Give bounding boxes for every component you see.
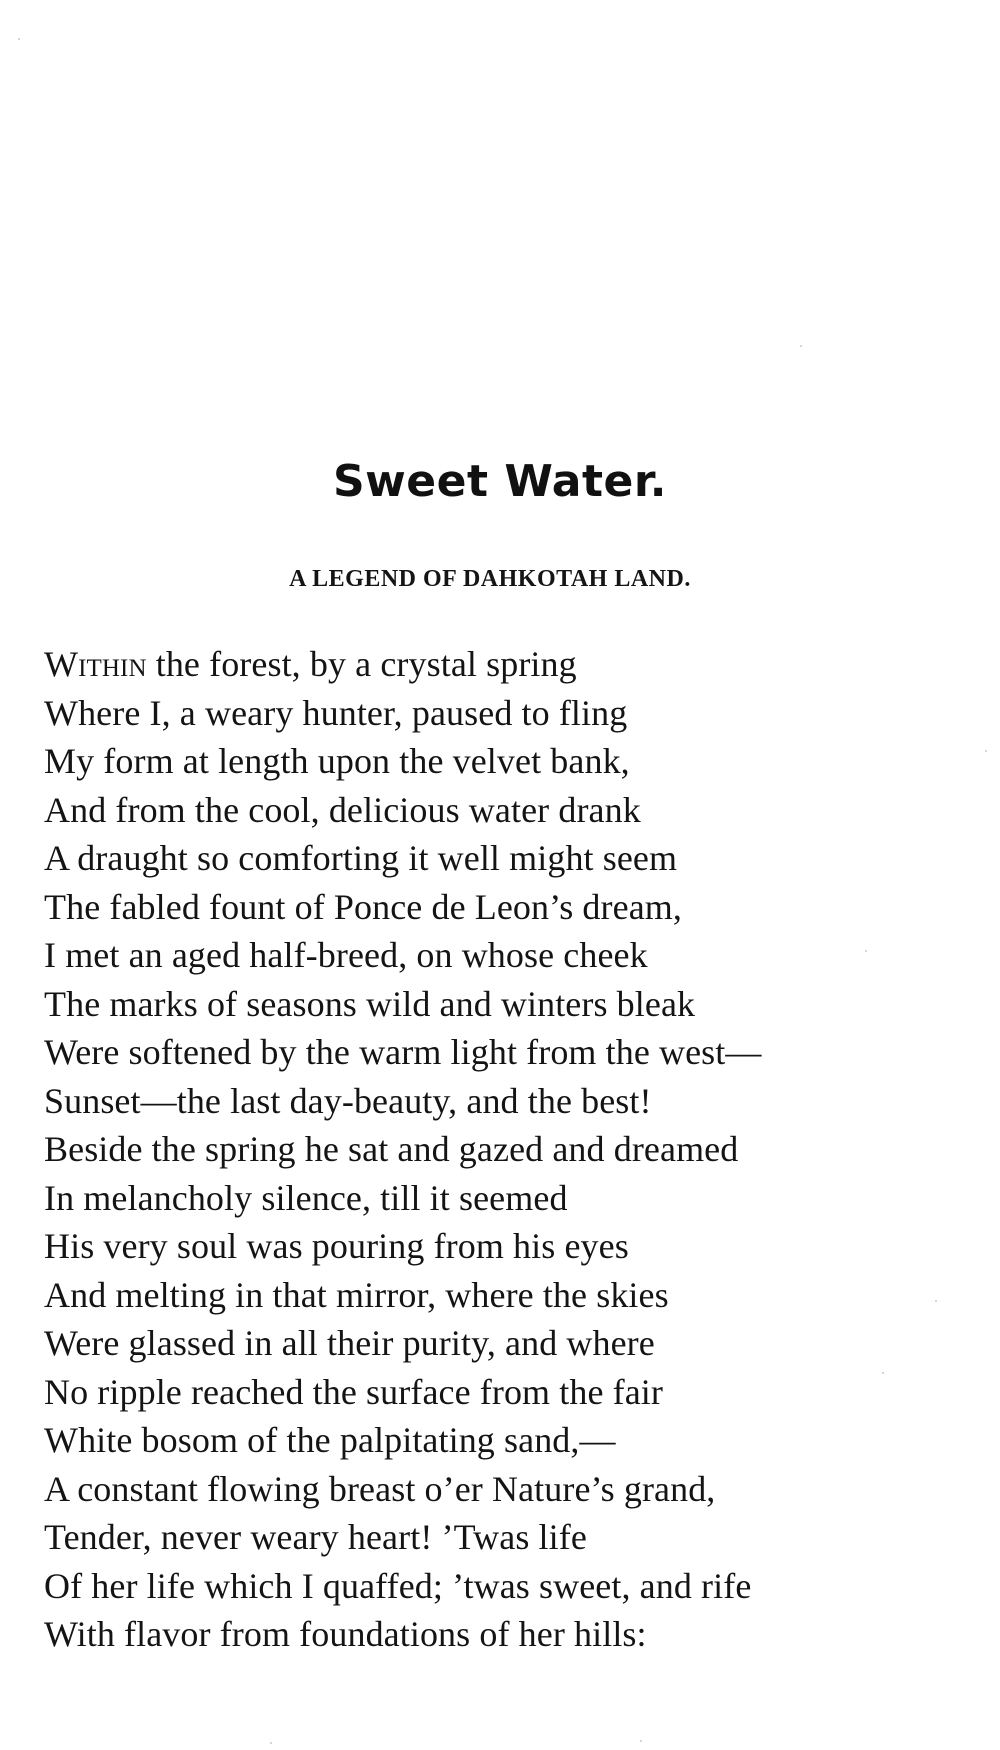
- poem-line: With flavor from foundations of her hills:: [44, 1614, 647, 1654]
- poem-line: My form at length upon the velvet bank,: [44, 741, 630, 781]
- poem-line: The marks of seasons wild and winters bleak: [44, 983, 696, 1024]
- poem-line: Of her life which I quaffed; ’twas sweet, and rife: [44, 1565, 752, 1606]
- poem-title: Sweet Water.: [332, 456, 668, 507]
- small-caps-word: ithin: [78, 644, 147, 684]
- poem-line: In melancholy silence, till it seemed: [44, 1177, 568, 1218]
- poem-line: Were softened by the warm light from the west—: [44, 1032, 762, 1072]
- poem-line: Beside the spring he sat and gazed and dreamed: [44, 1129, 739, 1169]
- poem-line: Sunset—the last day-beauty, and the best!: [44, 1080, 652, 1121]
- poem-line: And from the cool, delicious water drank: [44, 789, 641, 830]
- paper-speck: [985, 750, 987, 752]
- drop-initial: W: [44, 644, 79, 684]
- poem-line: White bosom of the palpitating sand,—: [44, 1420, 616, 1460]
- poem-line: A draught so comforting it well might seem: [44, 838, 678, 878]
- paper-speck: [270, 1742, 272, 1744]
- poem-line: Were glassed in all their purity, and where: [44, 1323, 655, 1363]
- poem-line: No ripple reached the surface from the fair: [44, 1371, 663, 1412]
- poem-line: His very soul was pouring from his eyes: [44, 1226, 629, 1266]
- poem-line: A constant flowing breast o’er Nature’s grand,: [44, 1468, 716, 1509]
- poem-stanza: [44, 640, 984, 1659]
- paper-speck: [800, 345, 802, 347]
- poem-line: The fabled fount of Ponce de Leon’s dream,: [44, 886, 682, 927]
- poem-line-1: [44, 640, 984, 689]
- paper-speck: [640, 1740, 642, 1742]
- paper-speck: [18, 38, 20, 40]
- first-line-rest: the forest, by a crystal spring: [146, 644, 577, 684]
- poem-line: Where I, a weary hunter, paused to fling: [44, 692, 628, 733]
- poem-line: Tender, never weary heart! ’Twas life: [44, 1517, 587, 1557]
- poem-line: I met an aged half-breed, on whose cheek: [44, 935, 648, 975]
- poem-line: And melting in that mirror, where the skies: [44, 1274, 669, 1315]
- poem-subtitle: A LEGEND OF DAHKOTAH LAND.: [289, 566, 691, 592]
